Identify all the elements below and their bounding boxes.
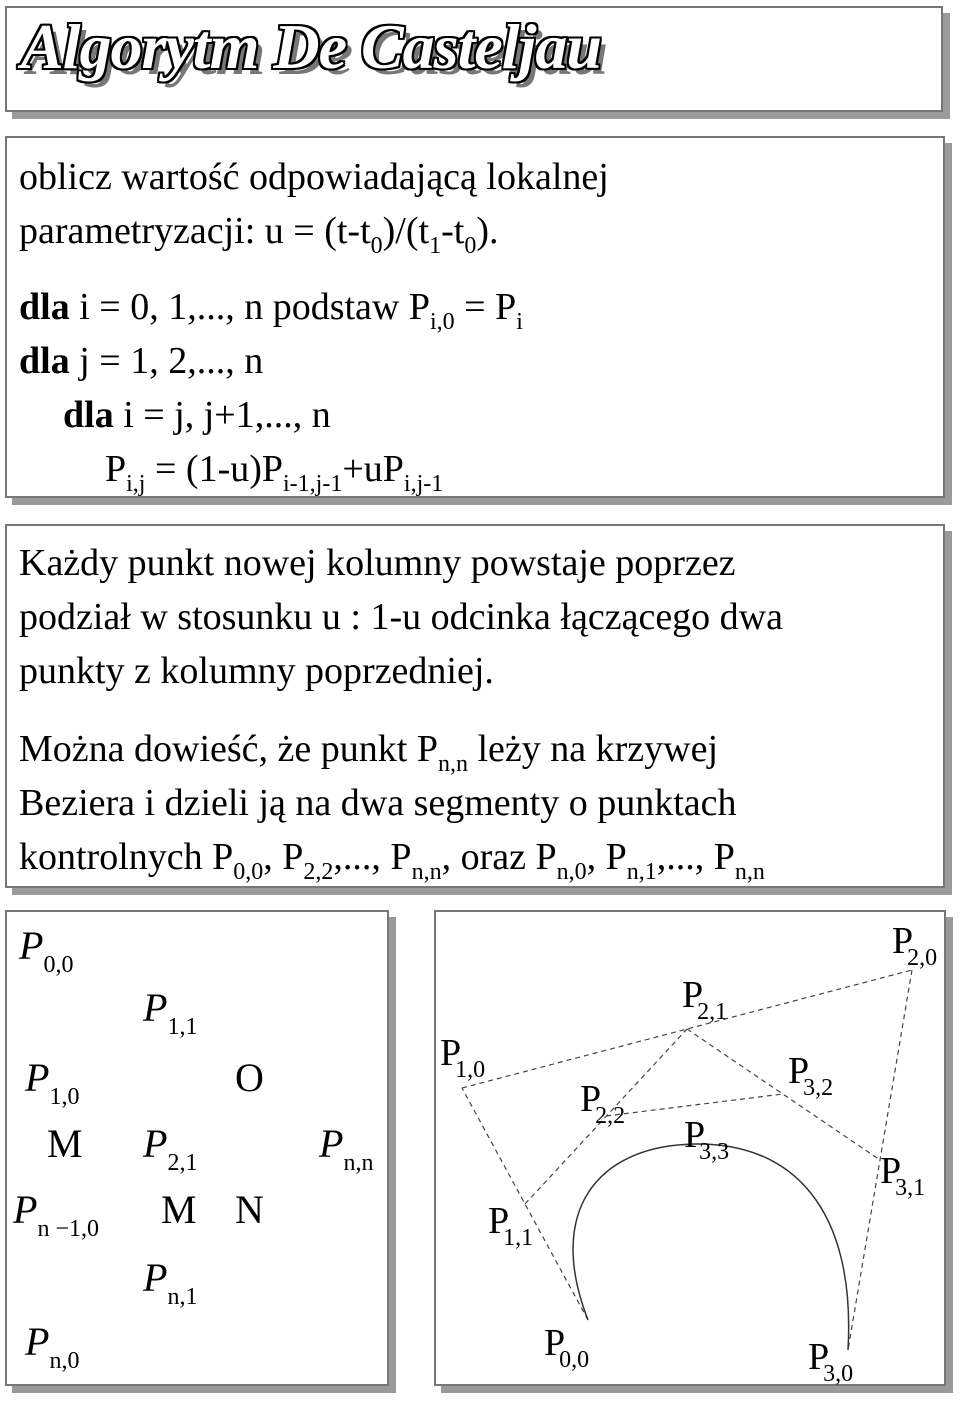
explanation-p1-line-3: punkty z kolumny poprzedniej. [19, 650, 494, 692]
algorithm-line-3: dla i = 0, 1,..., n podstaw $P_{i,0} = P_i$ [19, 286, 523, 335]
scheme-vert-dots-1: M [47, 1121, 83, 1166]
explanation-p2-line-3: kontrolnych $P_{0,0}$, $P_{2,2}$,..., $P_{n,n}$, oraz $P_{n,0}$, $P_{n,1}$,..., $P_{n,n}$ [19, 836, 765, 885]
diagram-p33: $P_{3,3}$ [684, 1114, 730, 1165]
scheme-pn-1-0: $P_{n -1,0}$ [13, 1187, 99, 1242]
scheme-vert-dots-2: M [161, 1187, 197, 1232]
explanation-p2-line-1: Można dowieść, że punkt $P_{n,n}$ leży na krzywej [19, 728, 719, 777]
diagram-p22: $P_{2,2}$ [580, 1078, 626, 1129]
diagram-p20: $P_{2,0}$ [892, 920, 938, 971]
scheme-pn0: $P_{n,0}$ [25, 1319, 80, 1374]
scheme-pnn: $P_{n,n}$ [319, 1121, 374, 1176]
algorithm-line-1: oblicz wartość odpowiadającą lokalnej [19, 156, 609, 198]
scheme-p11: $P_{1,1}$ [143, 985, 198, 1040]
algorithm-line-5: dla i = j, j+1,..., n [63, 394, 331, 436]
explanation-p2-line-2: Beziera i dzieli ją na dwa segmenty o punktach [19, 782, 737, 824]
explanation-p1-line-1: Każdy punkt nowej kolumny powstaje poprzez [19, 542, 736, 584]
bezier-curve [573, 1144, 849, 1350]
scheme-p10: $P_{1,0}$ [25, 1055, 80, 1110]
title-box [5, 6, 943, 112]
explanation-box [5, 524, 945, 888]
diagram-p30: $P_{3,0}$ [808, 1336, 854, 1387]
page-title: Algorytm De Casteljau [21, 11, 601, 82]
diagram-p10: $P_{1,0}$ [440, 1032, 486, 1083]
diagram-p31: $P_{3,1}$ [880, 1150, 926, 1201]
explanation-p1-line-2: podział w stosunku u : 1-u odcinka łączącego dwa [19, 596, 783, 638]
scheme-diag-dots: O [235, 1055, 264, 1100]
casteljau-scheme-box [5, 910, 389, 1386]
algorithm-box [5, 136, 945, 498]
algorithm-line-4: dla j = 1, 2,..., n [19, 340, 264, 382]
diagram-p32: $P_{3,2}$ [788, 1050, 834, 1101]
diagram-p21: $P_{2,1}$ [682, 974, 728, 1025]
scheme-horiz-dots: N [235, 1187, 264, 1232]
bezier-diagram-box [434, 910, 946, 1386]
algorithm-line-2: parametryzacji: $u = (t-t_0)/(t_1-t_0)$. [19, 210, 499, 259]
scheme-pn1: $P_{n,1}$ [143, 1255, 198, 1310]
diagram-p11: $P_{1,1}$ [488, 1200, 534, 1251]
diagram-p00: $P_{0,0}$ [544, 1322, 590, 1373]
scheme-p00: $P_{0,0}$ [19, 923, 74, 978]
algorithm-line-6: $P_{i,j} = (1-u)P_{i-1,j-1}+uP_{i,j-1}$ [105, 448, 444, 497]
scheme-p21: $P_{2,1}$ [143, 1121, 198, 1176]
construction-segment-p22-p32 [606, 1094, 783, 1116]
